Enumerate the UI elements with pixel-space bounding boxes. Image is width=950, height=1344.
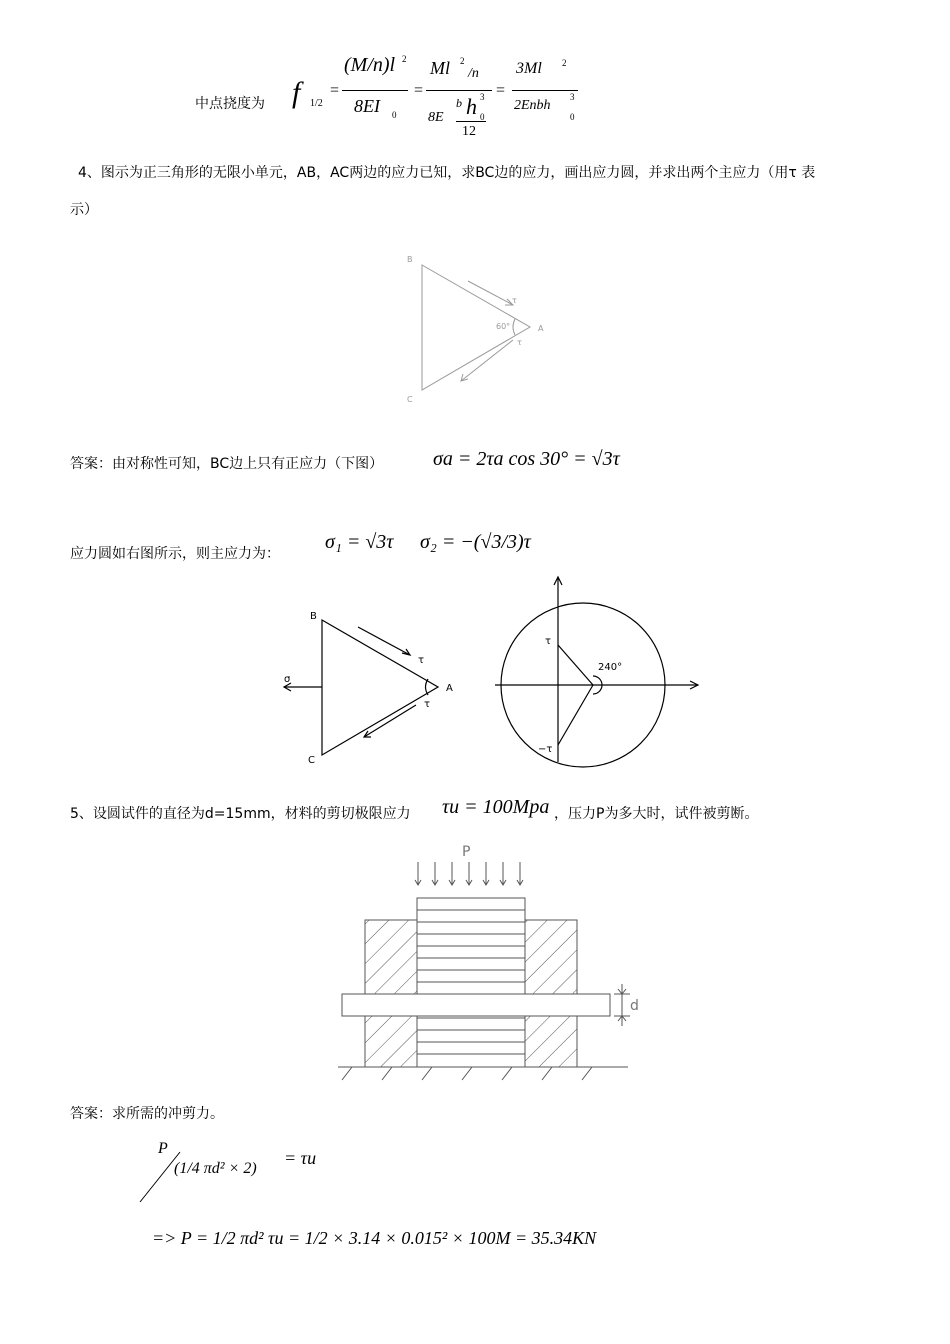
deflection-label: 中点挠度为: [195, 96, 265, 112]
q4-answer-line: 答案：由对称性可知，BC边上只有正应力（下图）: [70, 456, 384, 472]
q4-mohr-circle: [490, 572, 710, 772]
tau-arrow-bottom: [461, 340, 513, 381]
f-subscript: 1/2: [310, 98, 323, 109]
q4-triangle-figure: [395, 245, 565, 415]
q5-answer-line: 答案：求所需的冲剪力。: [70, 1106, 224, 1122]
q4-answer-equation: σa = 2τa cos 30° = √3τ: [433, 448, 620, 470]
deflection-formula: f 1/2 = (M/n)l 2 8EI 0 = Ml 2 /n 8E b h 3 0 12 = 3Ml 2 2Enbh 3 0: [290, 52, 590, 147]
label-P: P: [462, 844, 471, 860]
triangle-element-2: [322, 620, 438, 755]
frac1-denominator: 8EI: [354, 96, 380, 116]
radius-bottom: [558, 685, 593, 745]
label-sigma: σ: [284, 674, 291, 685]
sigma1-equation: σ₁ = √3τ: [325, 531, 394, 553]
q4-triangle-stress-figure: [280, 605, 470, 775]
frac3-numerator: 3Ml: [516, 60, 542, 77]
label-A-2: A: [446, 683, 453, 694]
frac1-bar: [342, 90, 408, 91]
sigma2-equation: σ₂ = −(√3/3)τ: [420, 531, 531, 553]
label-B: B: [407, 255, 413, 264]
frac2-bar: [426, 90, 492, 91]
label-tau-bottom: τ: [517, 338, 522, 347]
label-angle: 60°: [496, 322, 511, 331]
q4-text-line1: 4、图示为正三角形的无限小单元，AB，AC两边的应力已知，求BC边的应力，画出应力圆，并求出两个主应力（用τ 表: [78, 165, 816, 181]
label-B-2: B: [310, 611, 317, 622]
frac1-numerator: (M/n)l: [344, 54, 396, 76]
frac3-bar: [512, 90, 578, 91]
tau-arrow-top: [468, 281, 513, 305]
label-tau-top-2: τ: [418, 655, 425, 666]
q5-text-post: ，压力P为多大时，试件被剪断。: [554, 806, 759, 822]
radius-top: [558, 645, 593, 685]
tau-arrow-top-2: [358, 627, 410, 655]
label-tau-circle-bottom: −τ: [538, 744, 553, 755]
specimen-bar: [342, 994, 610, 1016]
q5-text-pre: 5、设圆试件的直径为d=15mm，材料的剪切极限应力: [70, 806, 411, 822]
f-symbol: f: [292, 76, 301, 109]
label-tau-bottom-2: τ: [424, 699, 431, 710]
label-angle-240: 240°: [598, 662, 623, 673]
frac2-numerator: Ml: [430, 58, 450, 78]
q5-shear-test-figure: [330, 840, 650, 1085]
label-tau-circle-top: τ: [545, 636, 552, 647]
tau-arrow-bottom-2: [364, 705, 416, 737]
label-C: C: [407, 395, 413, 404]
triangle-element: [422, 265, 530, 390]
q5-equation-2: => P = 1/2 πd² τu = 1/2 × 3.14 × 0.015² × 100M = 35.34KN: [152, 1228, 597, 1248]
q5-equation-1: P (1/4 πd² × 2) = τu: [138, 1138, 338, 1208]
q5-tau-equation: τu = 100Mpa: [442, 796, 550, 818]
frac3-denominator: 2Enbh: [514, 98, 551, 113]
label-A: A: [538, 324, 544, 333]
label-tau-top: τ: [512, 296, 517, 305]
q4-text-line2: 示）: [70, 202, 98, 218]
label-d: d: [630, 998, 639, 1014]
q4-principal-label: 应力圆如右图所示，则主应力为：: [70, 546, 280, 562]
label-C-2: C: [308, 755, 315, 766]
